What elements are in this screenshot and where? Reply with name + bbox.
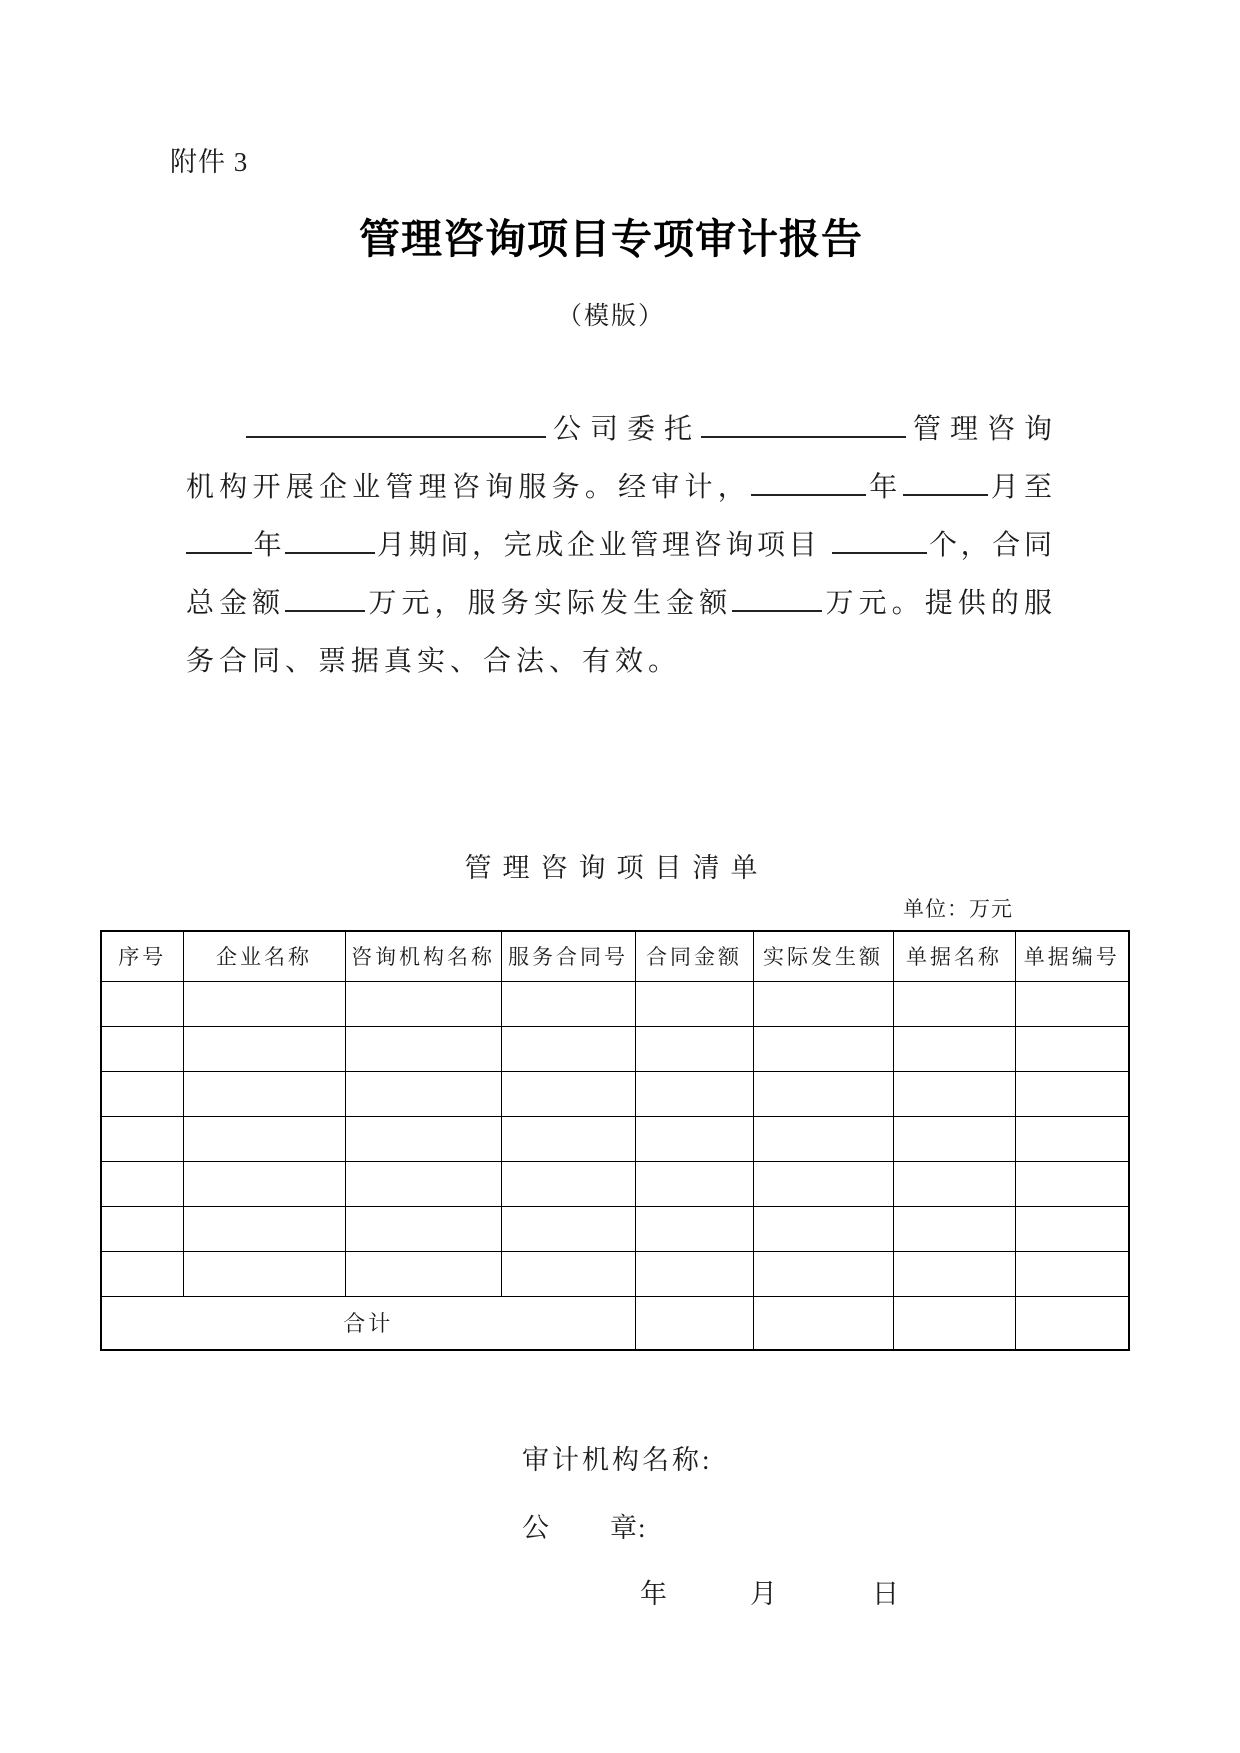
paragraph-line bbox=[186, 517, 1054, 575]
seal-label bbox=[522, 1506, 647, 1545]
paragraph-text: 年 bbox=[252, 530, 286, 561]
total-row bbox=[101, 1296, 1129, 1350]
table-cell bbox=[183, 1161, 345, 1206]
table-cell bbox=[101, 981, 183, 1026]
paragraph-text: 万元，服务实际发生金额 bbox=[365, 588, 733, 619]
total-label: 合计 bbox=[101, 1296, 635, 1350]
table-cell bbox=[1015, 1116, 1129, 1161]
table-cell bbox=[635, 1116, 753, 1161]
blank-underline bbox=[832, 549, 927, 554]
table-cell bbox=[753, 1026, 893, 1071]
unit-label: 单位：万元 bbox=[903, 897, 1013, 921]
table-cell bbox=[101, 1161, 183, 1206]
paragraph-text: 管理咨询 bbox=[905, 414, 1054, 445]
table-cell bbox=[183, 1206, 345, 1251]
date-line bbox=[640, 1572, 899, 1611]
table-cell bbox=[345, 1116, 501, 1161]
table-cell bbox=[753, 981, 893, 1026]
table-row bbox=[101, 981, 1129, 1026]
column-header: 序号 bbox=[101, 931, 183, 981]
table-cell bbox=[893, 1206, 1015, 1251]
table-cell bbox=[101, 1071, 183, 1116]
table-cell bbox=[501, 1071, 635, 1116]
table-cell bbox=[345, 1071, 501, 1116]
paragraph-text: 月期间，完成企业管理咨询项目 bbox=[375, 530, 821, 561]
table-cell bbox=[345, 1161, 501, 1206]
paragraph-text: 年 bbox=[866, 472, 903, 503]
table-cell bbox=[183, 1026, 345, 1071]
table-cell bbox=[635, 1026, 753, 1071]
table-cell bbox=[893, 1161, 1015, 1206]
table-cell bbox=[635, 1071, 753, 1116]
table-row bbox=[101, 1206, 1129, 1251]
blank-underline bbox=[903, 491, 988, 496]
table-cell bbox=[501, 1161, 635, 1206]
column-header: 服务合同号 bbox=[501, 931, 635, 981]
table-cell bbox=[1015, 1251, 1129, 1296]
date-day-label: 日 bbox=[872, 1579, 899, 1609]
body-paragraph bbox=[186, 401, 1054, 691]
table-cell bbox=[101, 1206, 183, 1251]
table-cell bbox=[893, 981, 1015, 1026]
paragraph-line bbox=[186, 459, 1054, 517]
table-cell bbox=[635, 1296, 753, 1350]
table-cell bbox=[635, 981, 753, 1026]
table-cell bbox=[183, 1251, 345, 1296]
paragraph-text: 公司委托 bbox=[546, 414, 701, 445]
blank-underline bbox=[732, 607, 822, 612]
table-cell bbox=[753, 1206, 893, 1251]
table-cell bbox=[753, 1296, 893, 1350]
table-cell bbox=[893, 1251, 1015, 1296]
paragraph-text: 机构开展企业管理咨询服务。经审计， bbox=[186, 472, 752, 503]
table-cell bbox=[635, 1206, 753, 1251]
table-cell bbox=[1015, 1161, 1129, 1206]
spacer bbox=[550, 1536, 610, 1537]
table-cell bbox=[501, 1251, 635, 1296]
spacer bbox=[820, 553, 832, 554]
table-cell bbox=[345, 981, 501, 1026]
paragraph-text: 个，合同 bbox=[927, 530, 1054, 561]
table-cell bbox=[183, 981, 345, 1026]
header-row bbox=[101, 931, 1129, 981]
table-cell bbox=[345, 1026, 501, 1071]
auditor-name-label: 审计机构名称: bbox=[522, 1445, 713, 1475]
blank-underline bbox=[751, 491, 866, 496]
table-body bbox=[101, 981, 1129, 1296]
projects-table bbox=[100, 930, 1130, 1351]
table-cell bbox=[753, 1116, 893, 1161]
column-header: 合同金额 bbox=[635, 931, 753, 981]
table-cell bbox=[1015, 1206, 1129, 1251]
table-cell bbox=[101, 1116, 183, 1161]
seal-label-left: 公 bbox=[522, 1513, 550, 1543]
paragraph-text: 月至 bbox=[987, 472, 1054, 503]
blank-underline bbox=[246, 433, 546, 438]
column-header: 企业名称 bbox=[183, 931, 345, 981]
table-cell bbox=[101, 1026, 183, 1071]
paragraph-line bbox=[186, 401, 1054, 459]
table-cell bbox=[345, 1206, 501, 1251]
table-cell bbox=[753, 1161, 893, 1206]
seal-label-right: 章: bbox=[610, 1513, 647, 1543]
table-row bbox=[101, 1161, 1129, 1206]
column-header: 实际发生额 bbox=[753, 931, 893, 981]
table-cell bbox=[183, 1071, 345, 1116]
table-cell bbox=[753, 1251, 893, 1296]
date-year-label: 年 bbox=[640, 1579, 667, 1609]
table-cell bbox=[1015, 1071, 1129, 1116]
table-cell bbox=[183, 1116, 345, 1161]
table-cell bbox=[893, 1026, 1015, 1071]
table-cell bbox=[1015, 981, 1129, 1026]
paragraph-line bbox=[186, 575, 1054, 633]
paragraph-text: 务合同、票据真实、合法、有效。 bbox=[186, 646, 682, 677]
blank-underline bbox=[186, 549, 252, 554]
first-line-indent bbox=[186, 437, 246, 438]
document-title: 管理咨询项目专项审计报告 bbox=[359, 216, 863, 262]
column-header: 单据名称 bbox=[893, 931, 1015, 981]
blank-underline bbox=[285, 549, 375, 554]
document-subtitle: （模版） bbox=[556, 303, 665, 330]
table-cell bbox=[753, 1071, 893, 1116]
table-row bbox=[101, 1251, 1129, 1296]
table-cell bbox=[893, 1116, 1015, 1161]
table-cell bbox=[345, 1251, 501, 1296]
blank-underline bbox=[701, 433, 906, 438]
table-cell bbox=[501, 1206, 635, 1251]
spacer bbox=[777, 1602, 872, 1603]
table-row bbox=[101, 1116, 1129, 1161]
table-cell bbox=[501, 1026, 635, 1071]
column-header: 咨询机构名称 bbox=[345, 931, 501, 981]
table-cell bbox=[1015, 1296, 1129, 1350]
table-cell bbox=[101, 1251, 183, 1296]
spacer bbox=[667, 1602, 750, 1603]
table-row bbox=[101, 1071, 1129, 1116]
column-header: 单据编号 bbox=[1015, 931, 1129, 981]
paragraph-text: 总金额 bbox=[186, 588, 286, 619]
table-title: 管理咨询项目清单 bbox=[464, 853, 769, 883]
paragraph-text: 万元。提供的服 bbox=[822, 588, 1054, 619]
table-cell bbox=[893, 1071, 1015, 1116]
table-cell bbox=[501, 1116, 635, 1161]
table-cell bbox=[635, 1251, 753, 1296]
blank-underline bbox=[285, 607, 365, 612]
date-month-label: 月 bbox=[750, 1579, 777, 1609]
table-cell bbox=[501, 981, 635, 1026]
table-cell bbox=[1015, 1026, 1129, 1071]
attachment-label: 附件 3 bbox=[170, 147, 249, 177]
table-row bbox=[101, 1026, 1129, 1071]
table-cell bbox=[893, 1296, 1015, 1350]
table-cell bbox=[635, 1161, 753, 1206]
paragraph-line bbox=[186, 633, 1054, 691]
